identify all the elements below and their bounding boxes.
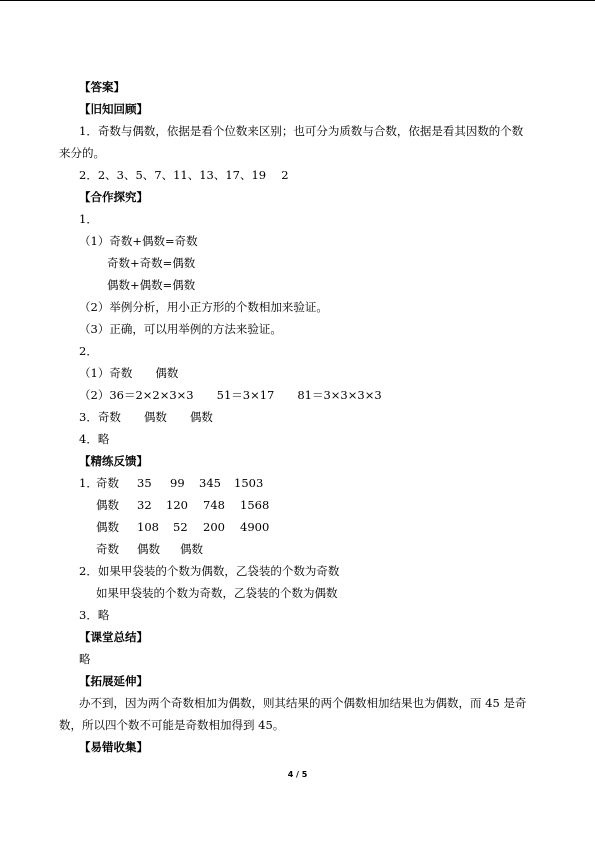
coop-item-1-3: （3）正确，可以用举例的方法来验证。	[79, 322, 282, 336]
answer-heading: 【答案】	[79, 80, 125, 94]
coop-item-1: 1．	[79, 212, 98, 226]
mistakes-heading: 【易错收集】	[79, 740, 148, 754]
practice-cell: 99	[170, 476, 185, 490]
practice-cell: 偶数	[96, 520, 119, 534]
coop-item-1-1: （1）奇数+偶数=奇数	[79, 234, 198, 248]
review-item-1: 1．奇数与偶数，依据是看个位数来区别；也可分为质数与合数，依据是看其因数的个数	[79, 124, 524, 138]
practice-cell: 偶数	[96, 498, 119, 512]
practice-cell: 1503	[234, 476, 264, 490]
extend-heading: 【拓展延伸】	[79, 674, 148, 688]
coop-item-3: 3．奇数 偶数 偶数	[79, 410, 213, 424]
practice-item-1-prefix: 1．	[79, 476, 98, 490]
practice-item-3: 3．略	[79, 608, 110, 622]
coop-item-2: 2．	[79, 344, 98, 358]
review-heading: 【旧知回顾】	[79, 102, 148, 116]
coop-item-2-2: （2）36＝2×2×3×3 51＝3×17 81＝3×3×3×3	[79, 388, 382, 402]
practice-cell: 偶数	[180, 542, 203, 556]
coop-item-2-1: （1）奇数 偶数	[79, 366, 179, 380]
coop-heading: 【合作探究】	[79, 190, 148, 204]
practice-cell: 1568	[240, 498, 270, 512]
practice-cell: 345	[199, 476, 221, 490]
practice-cell: 32	[137, 498, 152, 512]
practice-heading: 【精练反馈】	[79, 454, 148, 468]
summary-heading: 【课堂总结】	[79, 630, 148, 644]
practice-cell: 奇数	[96, 542, 119, 556]
practice-cell: 748	[203, 498, 225, 512]
page-number: 4 / 5	[287, 770, 308, 779]
practice-cell: 52	[173, 520, 188, 534]
coop-item-4: 4．略	[79, 432, 110, 446]
extend-text-cont: 数，所以四个数不可能是奇数相加得到 45。	[59, 718, 285, 732]
coop-item-1-1b: 奇数+奇数=偶数	[107, 256, 196, 270]
coop-item-1-1c: 偶数+偶数=偶数	[107, 278, 196, 292]
practice-item-2-cont: 如果甲袋装的个数为奇数，乙袋装的个数为偶数	[96, 586, 338, 600]
practice-cell: 108	[137, 520, 159, 534]
practice-cell: 4900	[240, 520, 270, 534]
practice-cell: 奇数	[96, 476, 119, 490]
review-item-1-cont: 来分的。	[59, 146, 105, 160]
review-item-2: 2．2、3、5、7、11、13、17、19 2	[79, 168, 289, 182]
practice-cell: 偶数	[137, 542, 160, 556]
extend-text: 办不到，因为两个奇数相加为偶数，则其结果的两个偶数相加结果也为偶数，而 45 是奇	[79, 696, 527, 710]
practice-cell: 35	[137, 476, 152, 490]
practice-cell: 120	[166, 498, 188, 512]
practice-item-2: 2．如果甲袋装的个数为偶数，乙袋装的个数为奇数	[79, 564, 340, 578]
summary-text: 略	[79, 652, 91, 666]
practice-cell: 200	[203, 520, 225, 534]
coop-item-1-2: （2）举例分析，用小正方形的个数相加来验证。	[79, 300, 328, 314]
